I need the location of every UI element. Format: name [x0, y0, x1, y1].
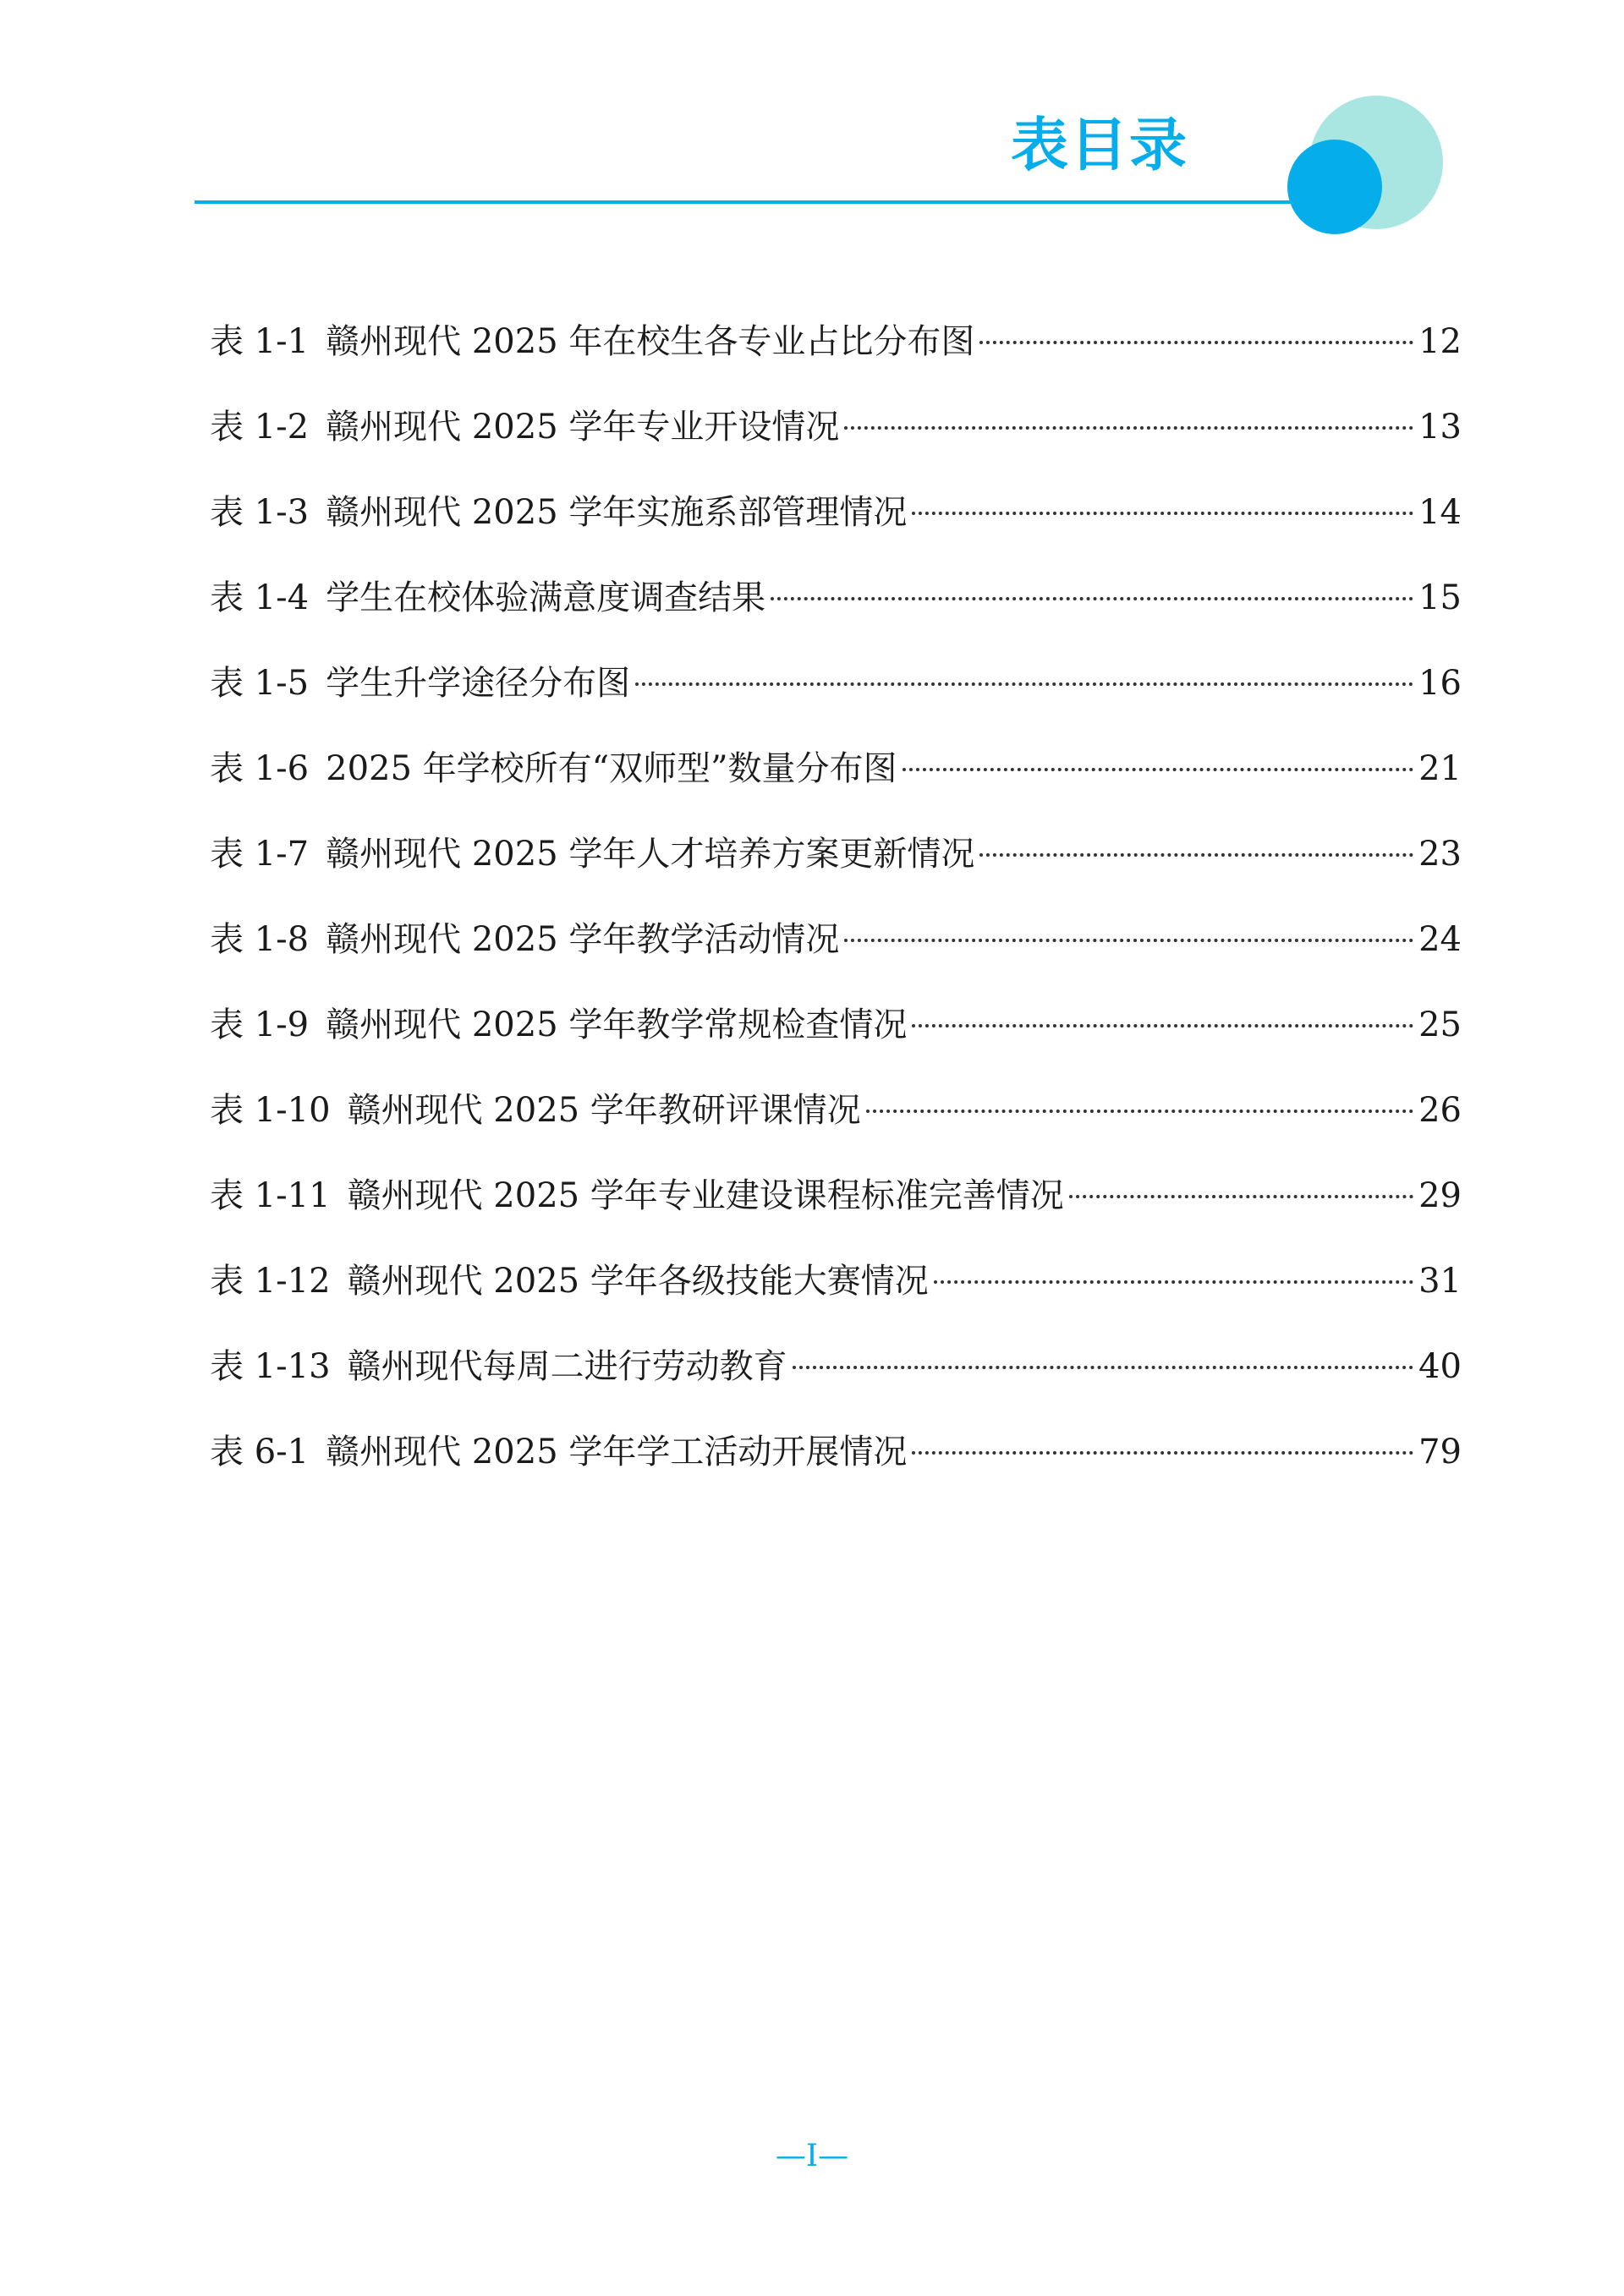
toc-dot-leader: [793, 1366, 1414, 1369]
toc-dot-leader: [979, 853, 1413, 857]
toc-entry-title: 赣州现代 2025 学年人才培养方案更新情况: [326, 835, 975, 874]
toc-dot-leader: [903, 768, 1414, 771]
toc-entry-label: 表 1-9: [210, 1006, 310, 1044]
toc-entry[interactable]: [210, 996, 1462, 1082]
toc-entry-title: 学生升学途径分布图: [326, 664, 631, 703]
toc-entry-page: 24: [1418, 920, 1462, 959]
toc-entry-page: 23: [1418, 835, 1462, 874]
toc-entry[interactable]: [210, 398, 1462, 484]
toc-entry-title: 赣州现代 2025 学年专业建设课程标准完善情况: [347, 1176, 1064, 1215]
toc-entry-label: 表 1-6: [210, 749, 310, 788]
toc-entry-label: 表 6-1: [210, 1433, 310, 1471]
toc-entry-page: 79: [1418, 1433, 1462, 1471]
toc-entry[interactable]: [210, 1338, 1462, 1423]
toc-entry-label: 表 1-12: [210, 1262, 331, 1301]
toc-entry-label: 表 1-5: [210, 664, 310, 703]
toc-entry-title: 赣州现代 2025 学年教学常规检查情况: [326, 1006, 908, 1044]
toc-entry-title: 赣州现代 2025 学年各级技能大赛情况: [347, 1262, 929, 1301]
toc-entry[interactable]: [210, 484, 1462, 569]
toc-dot-leader: [635, 682, 1413, 686]
toc-entry-page: 29: [1418, 1176, 1462, 1215]
toc-entry[interactable]: [210, 655, 1462, 740]
toc-entry-title: 赣州现代 2025 学年学工活动开展情况: [326, 1433, 908, 1471]
toc-entry-title: 赣州现代 2025 学年教研评课情况: [347, 1091, 861, 1130]
toc-entry-page: 26: [1418, 1091, 1462, 1130]
toc-entry-page: 40: [1418, 1347, 1462, 1386]
decorative-circle-dark: [1287, 140, 1382, 234]
toc-entry[interactable]: [210, 1082, 1462, 1167]
toc-entry-page: 15: [1418, 578, 1462, 617]
toc-entry-title: 赣州现代 2025 年在校生各专业占比分布图: [326, 322, 975, 361]
header-rule: [195, 200, 1294, 204]
toc-entry-page: 14: [1418, 493, 1462, 532]
toc-entry[interactable]: [210, 825, 1462, 911]
toc-entry[interactable]: [210, 911, 1462, 996]
toc-entry-label: 表 1-4: [210, 578, 310, 617]
toc-dot-leader: [912, 1451, 1413, 1455]
toc-entry-page: 31: [1418, 1262, 1462, 1301]
toc-entry-title: 学生在校体验满意度调查结果: [326, 578, 766, 617]
toc-entry-page: 16: [1418, 664, 1462, 703]
toc-dot-leader: [1069, 1195, 1413, 1198]
table-of-tables: [210, 313, 1462, 1509]
toc-dot-leader: [771, 597, 1413, 600]
toc-entry[interactable]: [210, 1167, 1462, 1252]
toc-entry[interactable]: [210, 1423, 1462, 1509]
toc-dot-leader: [934, 1280, 1413, 1284]
toc-entry-label: 表 1-11: [210, 1176, 331, 1215]
toc-entry-label: 表 1-7: [210, 835, 310, 874]
toc-entry[interactable]: [210, 1252, 1462, 1338]
toc-entry-title: 赣州现代 2025 学年专业开设情况: [326, 408, 840, 447]
toc-dot-leader: [912, 1024, 1413, 1027]
toc-dot-leader: [844, 939, 1413, 942]
toc-entry[interactable]: [210, 313, 1462, 398]
toc-entry-page: 12: [1418, 322, 1462, 361]
toc-entry-title: 2025 年学校所有“双师型”数量分布图: [326, 749, 897, 788]
toc-entry-label: 表 1-13: [210, 1347, 331, 1386]
toc-entry-label: 表 1-10: [210, 1091, 331, 1130]
toc-entry-label: 表 1-1: [210, 322, 310, 361]
toc-entry-page: 25: [1418, 1006, 1462, 1044]
toc-dot-leader: [912, 512, 1413, 515]
toc-dot-leader: [866, 1110, 1413, 1113]
page-header: [0, 0, 1624, 254]
toc-entry[interactable]: [210, 569, 1462, 655]
toc-entry-page: 13: [1418, 408, 1462, 447]
toc-entry-page: 21: [1418, 749, 1462, 788]
toc-entry-title: 赣州现代 2025 学年教学活动情况: [326, 920, 840, 959]
toc-dot-leader: [844, 426, 1413, 430]
toc-entry-label: 表 1-2: [210, 408, 310, 447]
toc-entry-label: 表 1-8: [210, 920, 310, 959]
toc-entry-title: 赣州现代每周二进行劳动教育: [347, 1347, 787, 1386]
toc-entry[interactable]: [210, 740, 1462, 825]
toc-entry-title: 赣州现代 2025 学年实施系部管理情况: [326, 493, 908, 532]
toc-dot-leader: [979, 341, 1413, 344]
page-title: 表目录: [1010, 112, 1188, 179]
page-number: —I—: [775, 2139, 849, 2173]
toc-entry-label: 表 1-3: [210, 493, 310, 532]
